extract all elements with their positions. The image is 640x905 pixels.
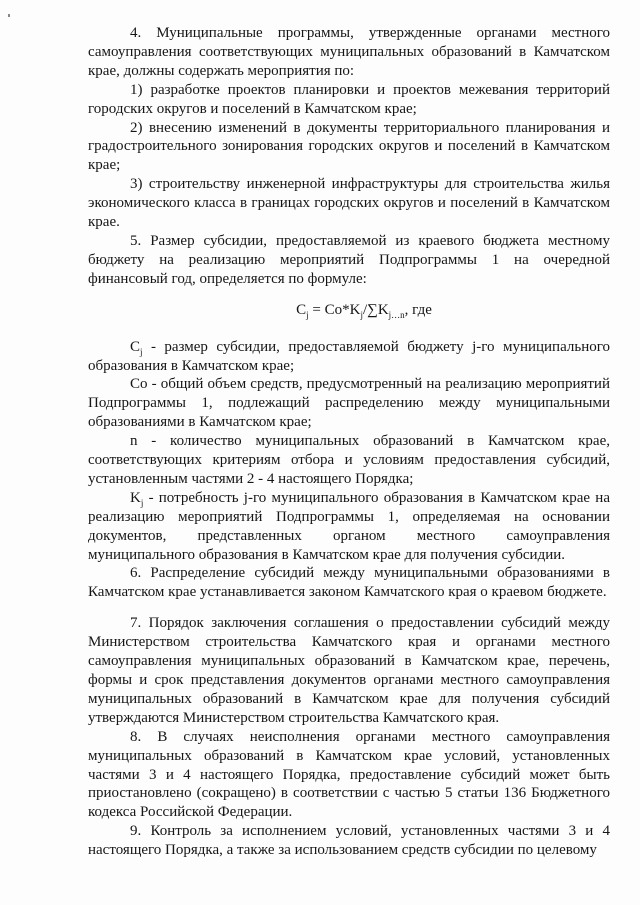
definition-kj: $K_j$ - потребность j-го муниципального образования в Камчатском крае на реализацию мероприятий Подпрограммы 1, определяемая на основании документов, представленных органом местного самоуправления муниципального образования в Камчатском крае для получения субсидии. [88,489,610,563]
paragraph-6: 6. Распределение субсидий между муниципальными образованиями в Камчатском крае устанавливается законом Камчатского края о краевом бюджете. [88,565,610,601]
paragraph-7: 7. Порядок заключения соглашения о предоставлении субсидий между Министерством строительства Камчатского края и органами местного самоуправления муниципальных образований в Камчатском крае, перечень, формы и срок представления документов органами местного самоуправления муниципальных образований в Камчатском крае для получения субсидий утверждаются Министерством строительства Камчатского края. [88,615,610,726]
paragraph-5: 5. Размер субсидии, предоставляемой из краевого бюджета местному бюджету на реализацию мероприятий Подпрограммы 1 на очередной финансовый год, определяется по формуле: [88,232,610,287]
scan-speck [8,14,10,17]
subsidy-formula: $C_j = Co*K_j/\sum K_{j\dots n}$, где [296,301,432,320]
definition-co: Co - общий объем средств, предусмотренный на реализацию мероприятий Подпрограммы 1, подлежащий распределению между муниципальными образованиями в Камчатском крае; [88,376,610,431]
definition-n: n - количество муниципальных образований в Камчатском крае, соответствующих критериям отбора и условиям предоставления субсидий, установленным частями 2 - 4 настоящего Порядка; [88,433,610,487]
paragraph-8: 8. В случаях неисполнения органами местного самоуправления муниципальных образований в Камчатском крае условий, установленных частями 3 и 4 настоящего Порядка, предоставление субсидий может быть приостановлено (сокращено) в соответствии с частью 5 статьи 136 Бюджетного кодекса Российской Федерации. [88,728,610,821]
paragraph-4: 4. Муниципальные программы, утвержденные органами местного самоуправления соответствующих муниципальных образований в Камчатском крае, должны содержать мероприятия по: [88,25,610,79]
paragraph-4-item-2: 2) внесению изменений в документы территориального планирования и градостроительного зонирования городских округов и поселений в Камчатском крае; [88,119,610,174]
paragraph-9: 9. Контроль за исполнением условий, установленных частями 3 и 4 настоящего Порядка, а также за использованием средств субсидии по целевому [88,823,610,859]
document-body [88,24,610,860]
paragraph-4-item-1: 1) разработке проектов планировки и проектов межевания территорий городских округов и поселений в Камчатском крае; [88,81,610,117]
definition-cj: $C_j$ - размер субсидии, предоставляемой бюджету j-го муниципального образования в Камчатском крае; [88,338,610,374]
paragraph-4-item-3: 3) строительству инженерной инфраструктуры для строительства жилья экономического класса в границах городских округов и поселений в Камчатском крае. [88,176,610,231]
